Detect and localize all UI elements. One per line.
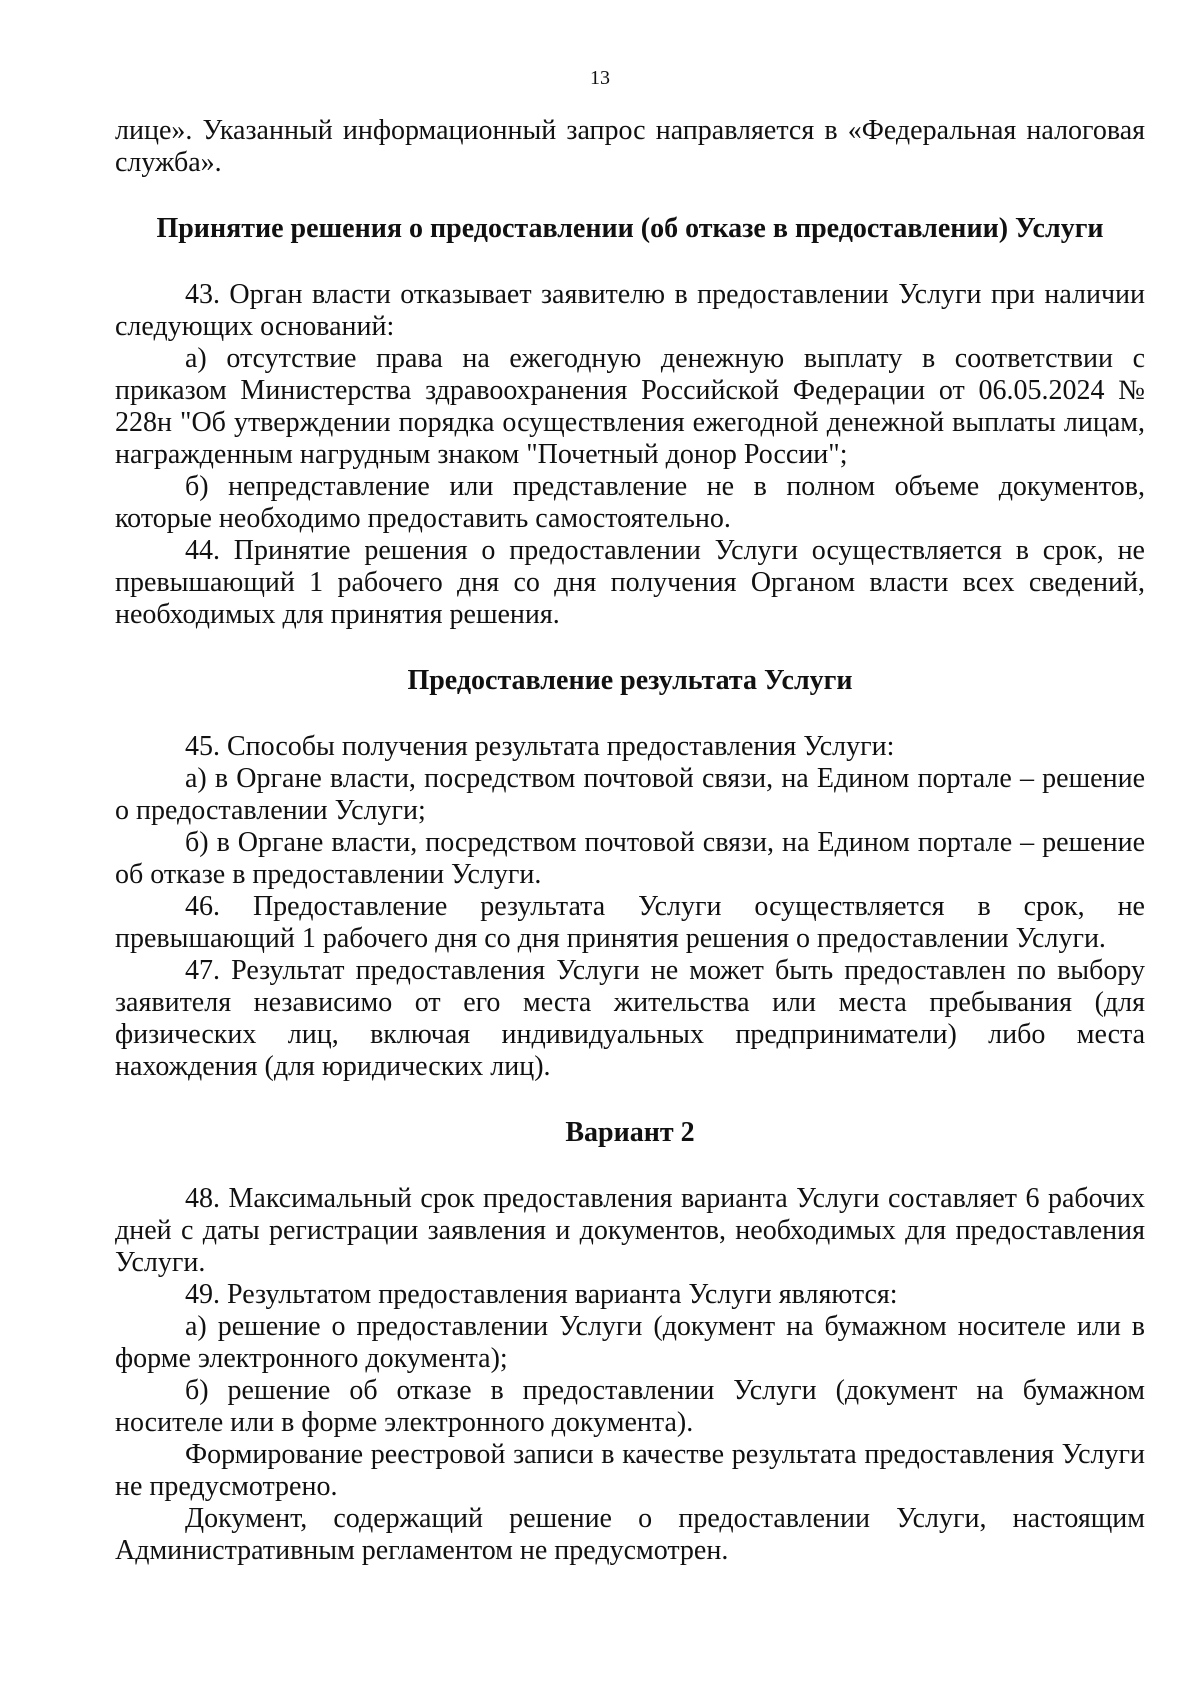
paragraph-44: 44. Принятие решения о предоставлении Услуги осуществляется в срок, не превышающий 1 рабочего дня со дня получения Органом власти всех сведений, необходимых для принятия решения. [115,535,1145,630]
paragraph-43-b: б) непредставление или представление не в полном объеме документов, которые необходимо предоставить самостоятельно. [115,471,1145,534]
page-number: 13 [590,67,610,89]
paragraph-intro-continuation: лице». Указанный информационный запрос направляется в «Федеральная налоговая служба». [115,115,1145,178]
paragraph-43: 43. Орган власти отказывает заявителю в предоставлении Услуги при наличии следующих оснований: [115,279,1145,342]
section-heading-variant-2: Вариант 2 [565,1117,695,1148]
paragraph-47: 47. Результат предоставления Услуги не может быть предоставлен по выбору заявителя независимо от его места жительства или места пребывания (для физических лиц, включая индивидуальных предприниматели) либо места нахождения (для юридических лиц). [115,955,1145,1082]
paragraph-decision-document: Документ, содержащий решение о предоставлении Услуги, настоящим Административным регламентом не предусмотрен. [115,1503,1145,1566]
paragraph-45-b: б) в Органе власти, посредством почтовой связи, на Едином портале – решение об отказе в предоставлении Услуги. [115,827,1145,890]
paragraph-registry-record: Формирование реестровой записи в качестве результата предоставления Услуги не предусмотрено. [115,1439,1145,1502]
paragraph-49-a: а) решение о предоставлении Услуги (документ на бумажном носителе или в форме электронного документа); [115,1311,1145,1374]
paragraph-46: 46. Предоставление результата Услуги осуществляется в срок, не превышающий 1 рабочего дня со дня принятия решения о предоставлении Услуги. [115,891,1145,954]
document-body [115,115,1145,1567]
section-heading-decision: Принятие решения о предоставлении (об отказе в предоставлении) Услуги [156,213,1104,244]
paragraph-49: 49. Результатом предоставления варианта Услуги являются: [185,1279,898,1310]
paragraph-45: 45. Способы получения результата предоставления Услуги: [185,731,895,762]
paragraph-43-a: а) отсутствие права на ежегодную денежную выплату в соответствии с приказом Министерства здравоохранения Российской Федерации от 06.05.2024 № 228н "Об утверждении порядка осуществления ежегодной денежной выплаты лицам, награжденным нагрудным знаком "Почетный донор России"; [115,343,1145,470]
paragraph-48: 48. Максимальный срок предоставления варианта Услуги составляет 6 рабочих дней с даты регистрации заявления и документов, необходимых для предоставления Услуги. [115,1183,1145,1278]
section-heading-result: Предоставление результата Услуги [407,665,853,696]
paragraph-49-b: б) решение об отказе в предоставлении Услуги (документ на бумажном носителе или в форме электронного документа). [115,1375,1145,1438]
paragraph-45-a: а) в Органе власти, посредством почтовой связи, на Едином портале – решение о предоставлении Услуги; [115,763,1145,826]
